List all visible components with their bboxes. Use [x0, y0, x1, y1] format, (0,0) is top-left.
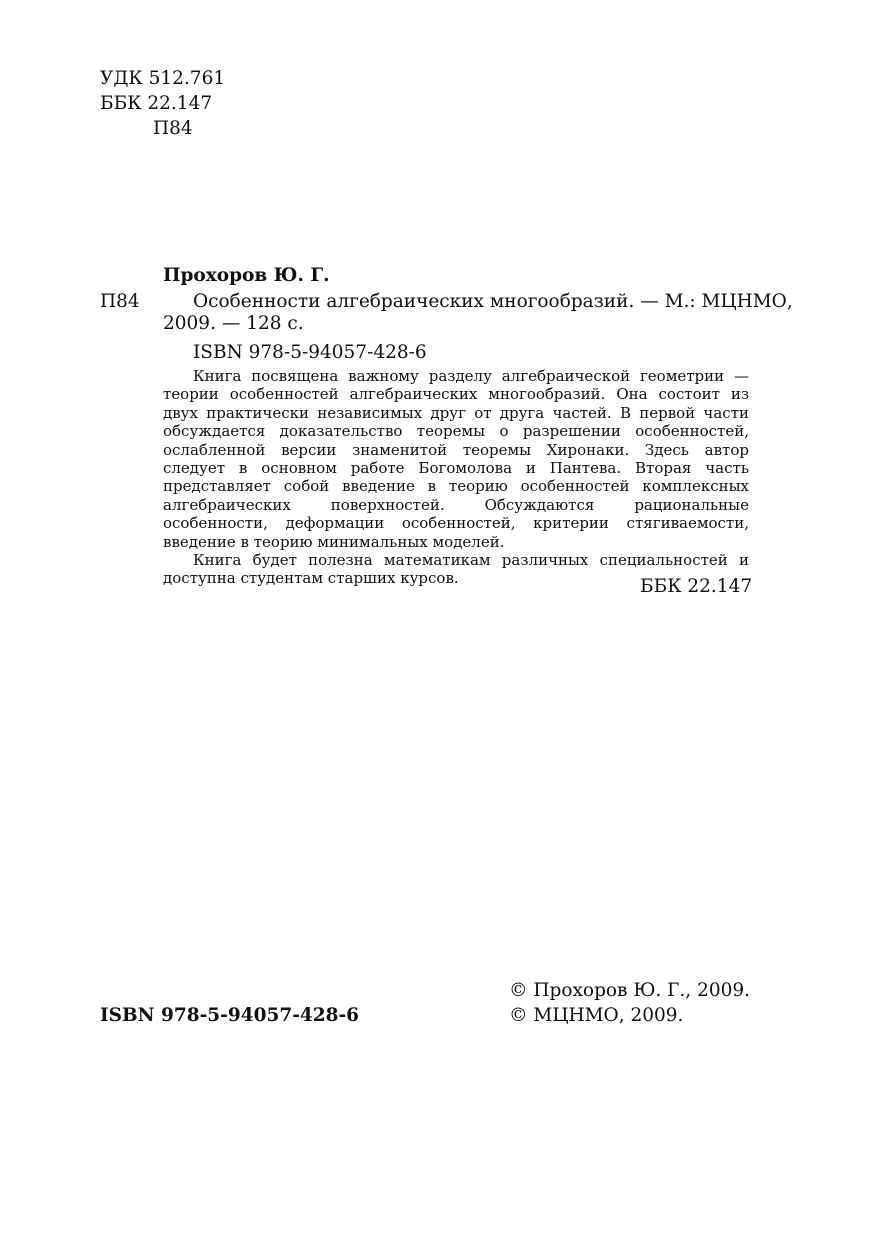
book-title-line-2: 2009. — 128 с.: [163, 313, 304, 334]
copyright-publisher: © МЦНМО, 2009.: [509, 1005, 684, 1026]
isbn-record: ISBN 978-5-94057-428-6: [193, 342, 427, 363]
bbk-code: ББК 22.147: [100, 93, 213, 114]
author-name: Прохоров Ю. Г.: [163, 265, 330, 286]
author-mark-code: П84: [153, 118, 193, 139]
author-mark-code-side: П84: [100, 291, 140, 312]
copyright-author: © Прохоров Ю. Г., 2009.: [509, 980, 751, 1001]
annotation-paragraph-1: Книга посвящена важному разделу алгебраической геометрии — теории особенностей алгебраических многообразий. Она состоит из двух практически независимых друг от друга частей. В первой части обсуждается доказательство теоремы о разрешении особенностей, ослабленной версии знаменитой теоремы Хиронаки. Здесь автор следует в основном работе Богомолова и Пантева. Вторая часть представляет собой введение в теорию особенностей комплексных алгебраических поверхностей. Обсуждаются рациональные особенности, деформации особенностей, критерии стягиваемости, введение в теорию минимальных моделей.: [163, 367, 749, 551]
annotation-paragraph-2: Книга будет полезна математикам различных специальностей и доступна студентам старших курсов.: [163, 551, 749, 588]
book-title-line-1: Особенности алгебраических многообразий. — М.: МЦНМО,: [193, 291, 793, 312]
bbk-code-bottom: ББК 22.147: [640, 576, 753, 597]
isbn-footer: ISBN 978-5-94057-428-6: [100, 1005, 360, 1026]
udk-code: УДК 512.761: [100, 68, 226, 89]
annotation: [163, 367, 749, 588]
